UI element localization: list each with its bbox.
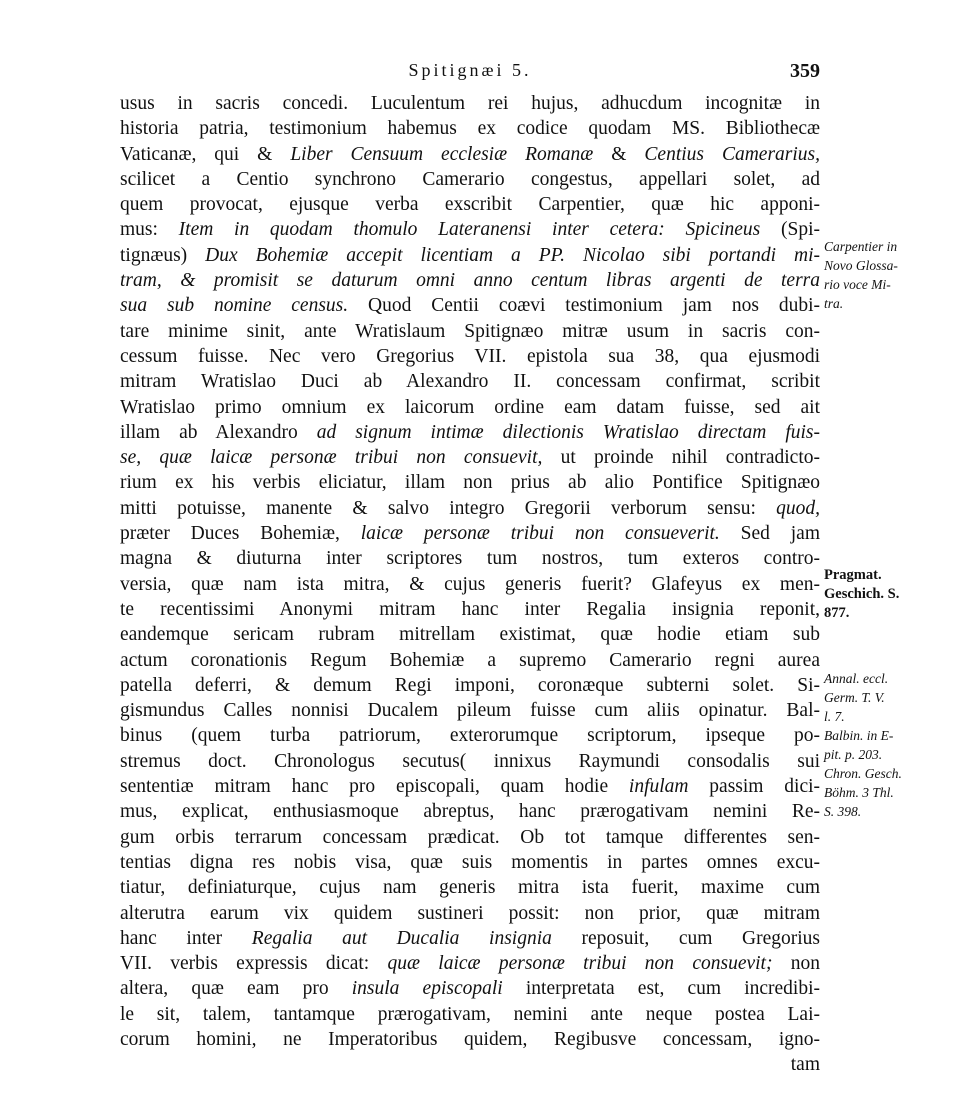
italic-text-span: sua sub nomine census. [120, 295, 349, 317]
text-span: interpretata est, cum incredibi- [502, 978, 820, 1000]
text-span: mitti potuisse, manente & salvo integro Gregorii verborum sensu: [120, 497, 777, 519]
text-line [120, 749, 820, 774]
text-line [120, 825, 820, 850]
text-span: te recentissimi Anonymi mitram hanc inter Regalia insignia reponit, [120, 598, 820, 620]
text-line [120, 774, 820, 799]
margin-note-line: rio voce Mi- [824, 277, 891, 292]
italic-text-span: insula episcopali [351, 978, 503, 1000]
text-span: rium ex his verbis eliciatur, illam non prius ab alio Pontifice Spitignæo [120, 472, 820, 494]
margin-note-line: Chron. Gesch. [824, 766, 902, 781]
italic-text-span: Liber Censuum ecclesiæ Romanæ [290, 143, 594, 165]
text-line [120, 850, 820, 875]
text-line [120, 1002, 820, 1027]
text-span: præter Duces Bohemiæ, [120, 523, 361, 545]
text-line [120, 395, 820, 420]
italic-text-span: laicæ personæ tribui non consueverit. [360, 523, 720, 545]
text-line [120, 344, 820, 369]
text-line [120, 901, 820, 926]
main-text-block [120, 91, 820, 1078]
text-span: tiatur, definiaturque, cujus nam generis mitra ista fuerit, maxime cum [120, 877, 820, 899]
text-line [120, 926, 820, 951]
margin-note-carpentier [824, 237, 954, 313]
text-line [120, 142, 820, 167]
text-span: Quod Centii coævi testimonium jam nos dubi- [348, 295, 820, 317]
text-span: Wratislao primo omnium ex laicorum ordine eam datam fuisse, sed ait [120, 396, 820, 418]
running-title: Spitignæi 5. [408, 60, 532, 80]
italic-text-span: Dux Bohemiæ accepit licentiam a PP. Nicolao sibi portandi mi- [205, 244, 820, 266]
text-line [120, 648, 820, 673]
margin-note-pragmat [824, 566, 954, 623]
margin-note-line: Germ. T. V. [824, 690, 885, 705]
margin-note-line: Böhm. 3 Thl. [824, 785, 894, 800]
text-line [120, 1052, 820, 1077]
margin-note-line: pit. p. 203. [824, 747, 883, 762]
text-span: magna & diuturna inter scriptores tum nostros, tum exteros contro- [120, 548, 820, 570]
text-line [120, 521, 820, 546]
italic-text-span: se, quæ laicæ personæ tribui non consuevit, [120, 447, 543, 469]
text-span: reposuit, cum Gregorius [551, 927, 820, 949]
text-span: altera, quæ eam pro [120, 978, 352, 1000]
page-header [120, 60, 820, 90]
margin-note-line: 877. [824, 605, 850, 621]
text-line [120, 217, 820, 242]
text-line [120, 799, 820, 824]
margin-note-line: Annal. eccl. [824, 671, 889, 686]
text-span: tentias digna res nobis visa, quæ suis momentis in partes omnes excu- [120, 851, 820, 873]
text-line [120, 167, 820, 192]
margin-note-line: Balbin. in E- [824, 728, 894, 743]
text-span: tignæus) [120, 244, 206, 266]
text-line [120, 268, 820, 293]
italic-text-span: quod, [776, 497, 820, 519]
text-line [120, 420, 820, 445]
text-line [120, 622, 820, 647]
text-span: gismundus Calles nonnisi Ducalem pileum fuisse cum aliis opinatur. Bal- [120, 700, 820, 722]
text-span: ut proinde nihil contradicto- [542, 447, 820, 469]
text-line [120, 698, 820, 723]
text-span: mus: [120, 219, 179, 241]
page-number: 359 [790, 60, 820, 82]
text-span: le sit, talem, tantamque prærogativam, nemini ante neque postea Lai- [120, 1003, 820, 1025]
text-span: eandemque sericam rubram mitrellam existimat, quæ hodie etiam sub [120, 624, 820, 646]
text-line [120, 319, 820, 344]
text-line [120, 293, 820, 318]
margin-note-line: S. 398. [824, 804, 862, 819]
text-line [120, 875, 820, 900]
text-line [120, 673, 820, 698]
text-span: & [593, 143, 645, 165]
text-span: VII. verbis expressis dicat: [120, 953, 388, 975]
text-span: Sed jam [719, 523, 820, 545]
italic-text-span: Centius Camerarius, [644, 143, 820, 165]
text-line [120, 1027, 820, 1052]
text-span: tam [790, 1054, 820, 1076]
text-span: mitram Wratislao Duci ab Alexandro II. concessam confirmat, scribit [120, 371, 820, 393]
text-span: passim dici- [688, 776, 820, 798]
text-line [120, 243, 820, 268]
text-span: hanc inter [120, 927, 252, 949]
text-span: actum coronationis Regum Bohemiæ a supremo Camerario regni aurea [120, 649, 820, 671]
text-span: binus (quem turba patriorum, exterorumque scriptorum, ipseque po- [120, 725, 820, 747]
margin-note-line: Carpentier in [824, 239, 898, 254]
text-line [120, 597, 820, 622]
margin-note-line: Novo Glossa- [824, 258, 898, 273]
text-span: illam ab Alexandro [120, 421, 317, 443]
margin-note-line: Geschich. S. [824, 586, 900, 602]
text-span: (Spi- [760, 219, 820, 241]
italic-text-span: ad signum intimæ dilectionis Wratislao directam fuis- [316, 421, 820, 443]
text-span: tare minime sinit, ante Wratislaum Spitignæo mitræ usum in sacris con- [120, 320, 820, 342]
text-span: corum homini, ne Imperatoribus quidem, Regibusve concessam, igno- [120, 1028, 820, 1050]
text-line [120, 470, 820, 495]
text-line [120, 572, 820, 597]
italic-text-span: tram, & promisit se daturum omni anno centum libras argenti de terra [120, 270, 820, 292]
text-span: alterutra earum vix quidem sustineri possit: non prior, quæ mitram [120, 902, 820, 924]
text-span: historia patria, testimonium habemus ex codice quodam MS. Bibliothecæ [120, 118, 820, 140]
italic-text-span: infulam [628, 776, 689, 798]
text-line [120, 445, 820, 470]
text-span: stremus doct. Chronologus secutus( innixus Raymundi consodalis sui [120, 750, 820, 772]
text-line [120, 723, 820, 748]
text-span: gum orbis terrarum concessam prædicat. Ob tot tamque differentes sen- [120, 826, 820, 848]
italic-text-span: Regalia aut Ducalia insignia [251, 927, 552, 949]
margin-note-annal [824, 669, 954, 821]
text-span: Vaticanæ, qui & [120, 143, 291, 165]
text-line [120, 369, 820, 394]
text-span: scilicet a Centio synchrono Camerario congestus, appellari solet, ad [120, 168, 820, 190]
text-span: non [772, 953, 820, 975]
margin-note-line: tra. [824, 296, 844, 311]
margin-note-line: Pragmat. [824, 567, 882, 583]
text-span: quem provocat, ejusque verba exscribit Carpentier, quæ hic apponi- [120, 194, 820, 216]
text-span: versia, quæ nam ista mitra, & cujus generis fuerit? Glafeyus ex men- [120, 573, 820, 595]
italic-text-span: quæ laicæ personæ tribui non consuevit; [387, 953, 773, 975]
margin-note-line: l. 7. [824, 709, 845, 724]
text-span: sententiæ mitram hanc pro episcopali, quam hodie [120, 776, 629, 798]
text-line [120, 192, 820, 217]
text-line [120, 951, 820, 976]
text-span: mus, explicat, enthusiasmoque abreptus, hanc prærogativam nemini Re- [120, 801, 820, 823]
text-span: usus in sacris concedi. Luculentum rei hujus, adhucdum incognitæ in [120, 93, 820, 114]
text-line [120, 116, 820, 141]
text-line [120, 496, 820, 521]
text-line [120, 546, 820, 571]
text-line [120, 91, 820, 116]
text-span: cessum fuisse. Nec vero Gregorius VII. epistola sua 38, qua ejusmodi [120, 345, 820, 367]
text-line [120, 976, 820, 1001]
text-span: patella deferri, & demum Regi imponi, coronæque subterni solet. Si- [120, 674, 820, 696]
italic-text-span: Item in quodam thomulo Lateranensi inter cetera: Spicineus [178, 219, 761, 241]
